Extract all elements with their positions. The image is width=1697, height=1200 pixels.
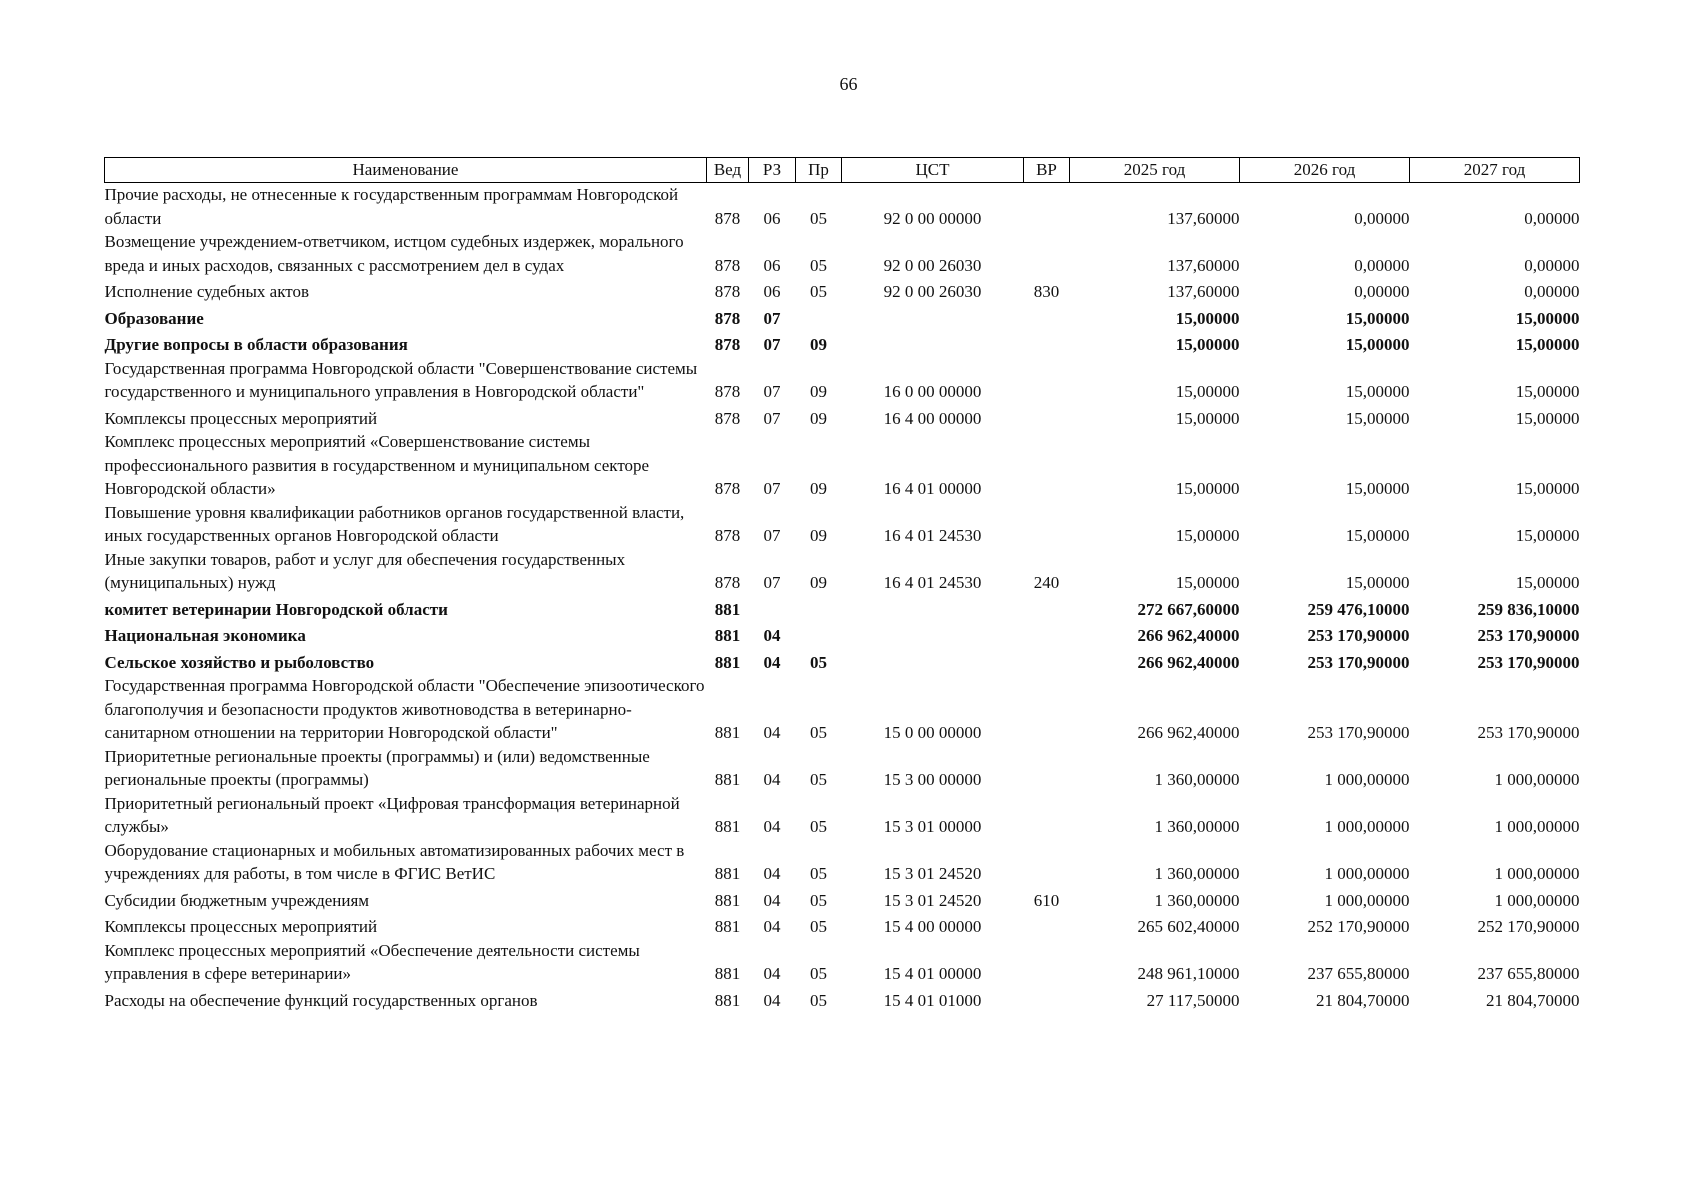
row-cst: 92 0 00 00000 (883, 208, 982, 228)
row-ved: 878 (714, 526, 741, 545)
row-pr: 05 (810, 255, 827, 275)
header-vr: ВР (1024, 158, 1070, 183)
row-ved: 878 (714, 382, 741, 401)
row-2026: 259 476,10000 (1307, 599, 1410, 619)
row-2026: 0,00000 (1354, 208, 1410, 228)
row-2025: 15,00000 (1175, 573, 1240, 592)
row-pr: 05 (810, 890, 827, 910)
header-2025: 2025 год (1070, 158, 1240, 183)
row-2026: 15,00000 (1345, 308, 1410, 328)
row-2027: 15,00000 (1515, 573, 1580, 592)
row-cst (842, 595, 1024, 622)
table-row (105, 230, 1580, 277)
row-vr (1024, 357, 1070, 404)
header-2026: 2026 год (1240, 158, 1410, 183)
row-2025: 15,00000 (1175, 382, 1240, 401)
row-ved: 881 (714, 890, 741, 910)
table-row (105, 912, 1580, 939)
row-rz: 04 (763, 864, 781, 883)
row-2025: 15,00000 (1175, 308, 1240, 328)
row-pr: 05 (810, 652, 827, 672)
row-2027: 21 804,70000 (1486, 990, 1580, 1010)
row-pr: 09 (810, 526, 827, 545)
row-2025: 1 360,00000 (1154, 770, 1240, 789)
row-ved: 878 (714, 479, 741, 498)
row-2025: 265 602,40000 (1137, 917, 1240, 936)
header-2027: 2027 год (1410, 158, 1580, 183)
row-pr (796, 304, 842, 331)
row-vr (1024, 745, 1070, 792)
header-rz: РЗ (749, 158, 796, 183)
row-cst: 92 0 00 26030 (883, 255, 982, 275)
table-row (105, 986, 1580, 1013)
row-rz: 04 (763, 890, 781, 910)
row-2027: 0,00000 (1524, 255, 1580, 275)
row-name: Исполнение судебных актов (104, 282, 309, 301)
row-ved: 881 (714, 990, 741, 1010)
row-cst (842, 304, 1024, 331)
table-row (105, 674, 1580, 745)
row-2026: 0,00000 (1354, 255, 1410, 275)
row-name: Комплекс процессных мероприятий «Обеспечение деятельности системы управления в сфере ветеринарии» (104, 940, 640, 983)
table-body (105, 183, 1580, 1013)
row-2025: 1 360,00000 (1154, 890, 1240, 910)
row-cst: 15 4 00 00000 (883, 917, 982, 936)
row-vr (1024, 404, 1070, 431)
row-2027: 0,00000 (1524, 282, 1580, 301)
row-vr (1024, 595, 1070, 622)
row-name: Комплексы процессных мероприятий (104, 917, 378, 936)
row-rz: 07 (763, 335, 781, 354)
row-ved: 878 (714, 208, 741, 228)
table-row (105, 886, 1580, 913)
row-name: Национальная экономика (104, 626, 306, 645)
row-2026: 237 655,80000 (1307, 964, 1410, 983)
row-pr: 09 (810, 408, 827, 428)
row-2025: 15,00000 (1175, 479, 1240, 498)
row-2027: 0,00000 (1524, 208, 1580, 228)
row-cst: 16 4 01 00000 (883, 479, 982, 498)
row-cst: 15 0 00 00000 (883, 723, 982, 742)
row-ved: 881 (714, 723, 741, 742)
row-name: Прочие расходы, не отнесенные к государственным программам Новгородской области (104, 185, 679, 228)
page-number: 66 (839, 74, 858, 94)
row-cst: 16 0 00 00000 (883, 382, 982, 401)
row-cst: 15 4 01 00000 (883, 964, 982, 983)
row-pr (796, 595, 842, 622)
header-ved: Вед (707, 158, 749, 183)
table-row (105, 839, 1580, 886)
row-vr (1024, 648, 1070, 675)
row-vr (1024, 792, 1070, 839)
row-vr (1024, 304, 1070, 331)
row-2025: 27 117,50000 (1146, 990, 1240, 1010)
row-cst: 15 3 00 00000 (883, 770, 982, 789)
row-ved: 878 (714, 282, 741, 301)
table-row (105, 430, 1580, 501)
row-cst: 16 4 00 00000 (883, 408, 982, 428)
row-2025: 137,60000 (1167, 208, 1240, 228)
row-pr: 05 (810, 864, 827, 883)
row-cst: 15 3 01 00000 (883, 817, 982, 836)
row-2027: 15,00000 (1515, 526, 1580, 545)
row-name: Другие вопросы в области образования (104, 335, 408, 354)
row-vr (1024, 330, 1070, 357)
row-ved: 881 (714, 917, 741, 936)
table-row (105, 357, 1580, 404)
table-row (105, 304, 1580, 331)
row-2026: 1 000,00000 (1324, 817, 1410, 836)
row-2027: 15,00000 (1515, 408, 1580, 428)
row-2025: 266 962,40000 (1137, 626, 1240, 645)
row-2026: 253 170,90000 (1307, 626, 1410, 645)
row-name: Субсидии бюджетным учреждениям (104, 890, 370, 910)
row-2027: 1 000,00000 (1494, 864, 1580, 883)
row-rz: 07 (763, 382, 781, 401)
row-rz: 04 (763, 652, 781, 672)
row-2026: 21 804,70000 (1316, 990, 1410, 1010)
row-2027: 1 000,00000 (1494, 817, 1580, 836)
row-cst (842, 648, 1024, 675)
row-2025: 137,60000 (1167, 255, 1240, 275)
row-rz: 06 (763, 255, 781, 275)
row-vr: 830 (1033, 282, 1060, 301)
table-row (105, 501, 1580, 548)
row-2026: 252 170,90000 (1307, 917, 1410, 936)
row-pr: 09 (810, 479, 827, 498)
row-vr: 240 (1033, 573, 1060, 592)
row-2025: 15,00000 (1175, 408, 1240, 428)
row-2027: 1 000,00000 (1494, 770, 1580, 789)
row-vr (1024, 986, 1070, 1013)
table-row (105, 277, 1580, 304)
row-2026: 253 170,90000 (1307, 652, 1410, 672)
row-pr: 05 (810, 990, 827, 1010)
row-pr: 09 (810, 335, 827, 354)
row-ved: 878 (714, 255, 741, 275)
row-name: Государственная программа Новгородской области "Совершенствование системы государственного и муниципального управления в Новгородской области" (104, 358, 698, 401)
budget-table (104, 157, 1580, 1012)
row-pr: 09 (810, 382, 827, 401)
row-2027: 15,00000 (1515, 382, 1580, 401)
row-2027: 253 170,90000 (1477, 652, 1580, 672)
row-2027: 259 836,10000 (1477, 599, 1580, 619)
row-name: Комплекс процессных мероприятий «Совершенствование системы профессионального развития в государственном и муниципальном секторе Новгородской области» (104, 432, 650, 498)
row-pr: 05 (810, 282, 827, 301)
row-rz: 07 (763, 408, 781, 428)
row-rz: 06 (763, 208, 781, 228)
table-row (105, 330, 1580, 357)
row-pr: 05 (810, 770, 827, 789)
row-cst: 16 4 01 24530 (883, 573, 982, 592)
row-name: Расходы на обеспечение функций государственных органов (104, 990, 538, 1010)
row-name: Возмещение учреждением-ответчиком, истцом судебных издержек, морального вреда и иных расходов, связанных с рассмотрением дел в судах (104, 232, 684, 275)
row-rz: 04 (763, 626, 781, 645)
row-2025: 15,00000 (1175, 335, 1240, 354)
table-row (105, 183, 1580, 231)
row-ved: 881 (714, 770, 741, 789)
row-2026: 15,00000 (1345, 382, 1410, 401)
row-2025: 266 962,40000 (1137, 652, 1240, 672)
row-pr: 05 (810, 208, 827, 228)
row-2027: 237 655,80000 (1477, 964, 1580, 983)
row-ved: 878 (714, 335, 741, 354)
table-row (105, 595, 1580, 622)
row-ved: 878 (714, 308, 741, 328)
row-rz: 07 (763, 479, 781, 498)
row-pr (796, 621, 842, 648)
row-cst: 16 4 01 24530 (883, 526, 982, 545)
table-row (105, 939, 1580, 986)
row-ved: 878 (714, 573, 741, 592)
row-vr (1024, 839, 1070, 886)
row-name: Приоритетные региональные проекты (программы) и (или) ведомственные региональные проекты (программы) (104, 746, 650, 789)
row-2026: 15,00000 (1345, 335, 1410, 354)
row-2026: 253 170,90000 (1307, 723, 1410, 742)
row-name: Образование (104, 308, 204, 328)
row-rz: 07 (763, 308, 781, 328)
row-cst: 15 4 01 01000 (883, 990, 982, 1010)
row-name: комитет ветеринарии Новгородской области (104, 599, 448, 619)
row-ved: 881 (714, 817, 741, 836)
row-rz: 06 (763, 282, 781, 301)
row-cst: 15 3 01 24520 (883, 864, 982, 883)
row-rz: 04 (763, 817, 781, 836)
row-ved: 881 (714, 652, 741, 672)
row-pr: 09 (810, 573, 827, 592)
row-2026: 15,00000 (1345, 479, 1410, 498)
header-pr: Пр (796, 158, 842, 183)
row-2027: 15,00000 (1515, 308, 1580, 328)
row-2027: 15,00000 (1515, 479, 1580, 498)
row-cst: 92 0 00 26030 (883, 282, 982, 301)
table-row (105, 745, 1580, 792)
row-2026: 1 000,00000 (1324, 770, 1410, 789)
table-header-row (105, 158, 1580, 183)
row-cst (842, 621, 1024, 648)
header-cst: ЦСТ (842, 158, 1024, 183)
table-row (105, 648, 1580, 675)
row-ved: 881 (714, 626, 741, 645)
row-rz: 04 (763, 990, 781, 1010)
row-2025: 272 667,60000 (1137, 599, 1240, 619)
row-2025: 248 961,10000 (1137, 964, 1240, 983)
row-2025: 1 360,00000 (1154, 817, 1240, 836)
row-cst (842, 330, 1024, 357)
row-rz: 04 (763, 917, 781, 936)
row-2026: 15,00000 (1345, 526, 1410, 545)
row-2025: 137,60000 (1167, 282, 1240, 301)
row-2027: 253 170,90000 (1477, 723, 1580, 742)
row-name: Повышение уровня квалификации работников органов государственной власти, иных государственных органов Новгородской области (104, 502, 685, 545)
row-vr: 610 (1033, 890, 1060, 910)
row-vr (1024, 230, 1070, 277)
row-ved: 881 (714, 964, 741, 983)
row-vr (1024, 939, 1070, 986)
row-2026: 0,00000 (1354, 282, 1410, 301)
row-2026: 1 000,00000 (1324, 890, 1410, 910)
row-name: Сельское хозяйство и рыболовство (104, 652, 375, 672)
row-2027: 253 170,90000 (1477, 626, 1580, 645)
row-ved: 881 (714, 599, 741, 619)
row-vr (1024, 621, 1070, 648)
row-2026: 15,00000 (1345, 408, 1410, 428)
row-vr (1024, 183, 1070, 231)
row-2025: 15,00000 (1175, 526, 1240, 545)
table-row (105, 621, 1580, 648)
row-2027: 1 000,00000 (1494, 890, 1580, 910)
row-vr (1024, 430, 1070, 501)
table-row (105, 404, 1580, 431)
row-pr: 05 (810, 817, 827, 836)
row-pr: 05 (810, 964, 827, 983)
row-rz (749, 595, 796, 622)
row-2025: 1 360,00000 (1154, 864, 1240, 883)
row-rz: 04 (763, 964, 781, 983)
row-name: Приоритетный региональный проект «Цифровая трансформация ветеринарной службы» (104, 793, 680, 836)
row-2026: 15,00000 (1345, 573, 1410, 592)
row-rz: 04 (763, 770, 781, 789)
row-2027: 15,00000 (1515, 335, 1580, 354)
row-vr (1024, 501, 1070, 548)
table-row (105, 792, 1580, 839)
row-rz: 07 (763, 573, 781, 592)
row-name: Государственная программа Новгородской области "Обеспечение эпизоотического благополучия и безопасности продуктов животноводства в ветеринарно-санитарном отношении на территории Новгородской области" (104, 676, 705, 742)
row-rz: 04 (763, 723, 781, 742)
row-name: Оборудование стационарных и мобильных автоматизированных рабочих мест в учреждениях для работы, в том числе в ФГИС ВетИС (104, 840, 685, 883)
row-pr: 05 (810, 917, 827, 936)
row-2027: 252 170,90000 (1477, 917, 1580, 936)
row-2026: 1 000,00000 (1324, 864, 1410, 883)
row-rz: 07 (763, 526, 781, 545)
row-name: Комплексы процессных мероприятий (104, 408, 378, 428)
table-row (105, 548, 1580, 595)
row-2025: 266 962,40000 (1137, 723, 1240, 742)
row-name: Иные закупки товаров, работ и услуг для обеспечения государственных (муниципальных) нужд (104, 549, 626, 592)
row-vr (1024, 674, 1070, 745)
row-pr: 05 (810, 723, 827, 742)
row-cst: 15 3 01 24520 (883, 890, 982, 910)
row-ved: 881 (714, 864, 741, 883)
row-ved: 878 (714, 408, 741, 428)
header-name: Наименование (105, 158, 707, 183)
row-vr (1024, 912, 1070, 939)
